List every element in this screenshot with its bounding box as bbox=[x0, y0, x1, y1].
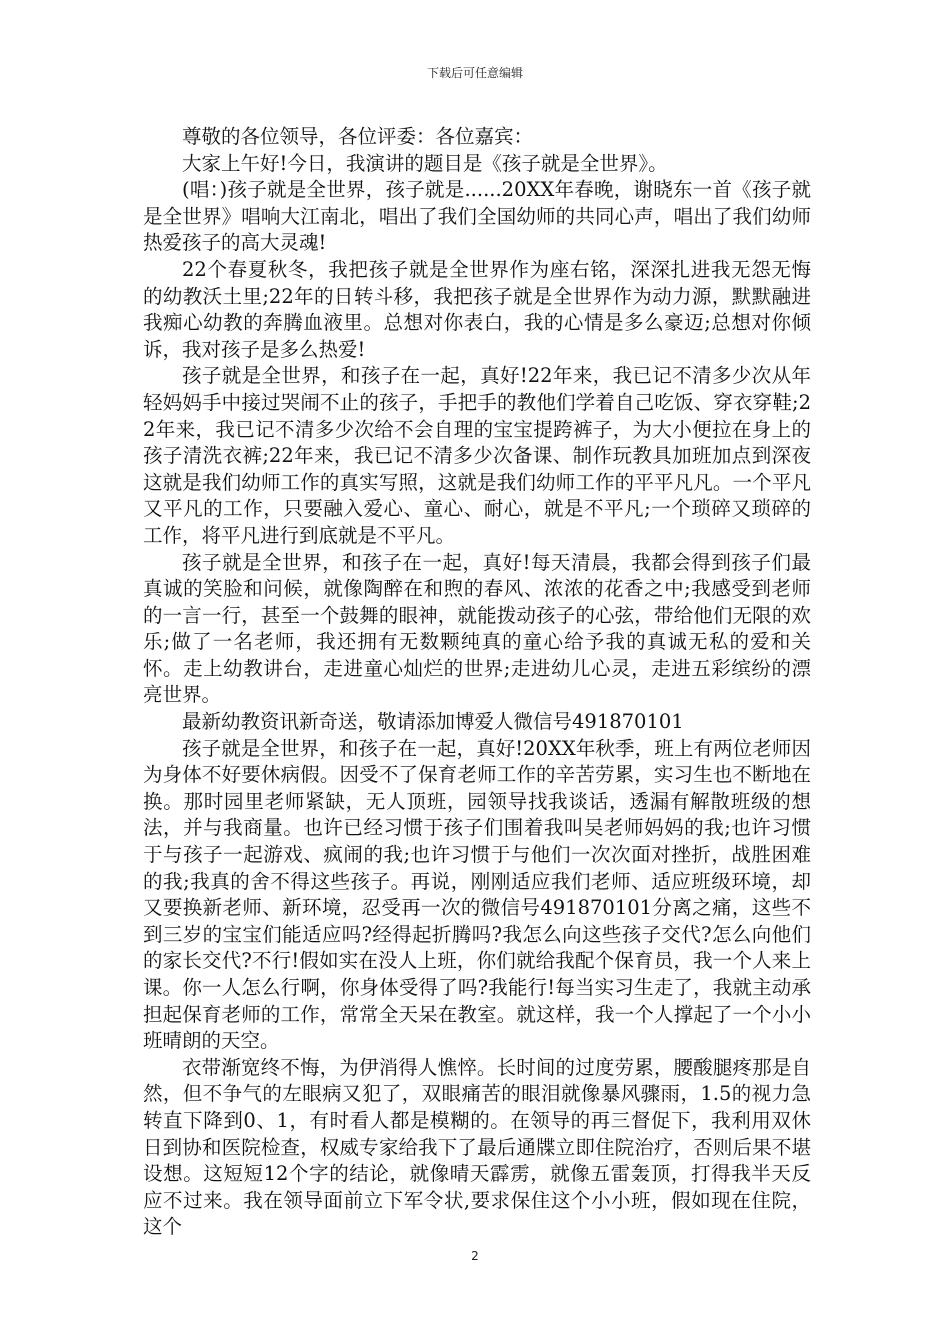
paragraph-salutation: 尊敬的各位领导，各位评委：各位嘉宾： bbox=[182, 125, 534, 148]
paragraph-song-intro: (唱：)孩子就是全世界，孩子就是......20XX年春晚，谢晓东一首《孩子就是全世界》唱响大江南北，唱出了我们全国幼师的共同心声，唱出了我们幼师热爱孩子的高大灵魂! bbox=[143, 178, 811, 255]
paragraph-autumn-story: 孩子就是全世界，和孩子在一起，真好!20XX年秋季，班上有两位老师因为身体不好要休病假。因受不了保育老师工作的辛苦劳累，实习生也不断地在换。那时园里老师紧缺，无人顶班，园领导找我谈话，透漏有解散班级的想法，并与我商量。也许已经习惯于孩子们围着我叫吴老师妈妈的我;也许习惯于与孩子一起游戏、疯闹的我;也许习惯于与他们一次次面对挫折，战胜困难的我;我真的舍不得这些孩子。再说，刚刚适应我们老师、适应班级环境，却又要换新老师、新环境，忍受再一次的微信号491870101分离之痛，这些不到三岁的宝宝们能适应吗?经得起折腾吗?我怎么向这些孩子交代?怎么向他们的家长交代?不行!假如实在没人上班，你们就给我配个保育员，我一个人来上课。你一人怎么行啊，你身体受得了吗?我能行!每当实习生走了，我就主动承担起保育老师的工作，常常全天呆在教室。就这样，我一个人撑起了一个小小班晴朗的天空。 bbox=[143, 736, 811, 1053]
paragraph-wechat-notice: 最新幼教资讯新奇送，敬请添加博爱人微信号491870101 bbox=[182, 710, 684, 734]
paragraph-22-years: 22个春夏秋冬，我把孩子就是全世界作为座右铭，深深扎进我无怨无悔的幼教沃土里;22年的日转斗移，我把孩子就是全世界作为动力源，默默融进我痴心幼教的奔腾血液里。总想对你表白，我的心情是多么豪迈;总想对你倾诉，我对孩子是多么热爱! bbox=[143, 257, 811, 361]
paragraph-every-morning: 孩子就是全世界，和孩子在一起，真好!每天清晨，我都会得到孩子们最真诚的笑脸和问候，就像陶醉在和煦的春风、浓浓的花香之中;我感受到老师的一言一行，甚至一个鼓舞的眼神，就能拨动孩子的心弦，带给他们无限的欢乐;做了一名老师，我还拥有无数颗纯真的童心给予我的真诚无私的爱和关怀。走上幼教讲台，走进童心灿烂的世界;走进幼儿心灵，走进五彩缤纷的漂亮世界。 bbox=[143, 550, 811, 707]
paragraph-daily-work: 孩子就是全世界，和孩子在一起，真好!22年来，我已记不清多少次从年轻妈妈手中接过哭闹不止的孩子，手把手的教他们学着自己吃饭、穿衣穿鞋;22年来，我已记不清多少次给不会自理的宝宝提跨裤子，为大小便拉在身上的孩子清洗衣裤;22年来，我已记不清多少次备课、制作玩教具加班加点到深夜这就是我们幼师工作的真实写照，这就是我们幼师工作的平平凡凡。一个平凡又平凡的工作，只要融入爱心、童心、耐心，就是不平凡;一个琐碎又琐碎的工作，将平凡进行到底就是不平凡。 bbox=[143, 364, 811, 547]
document-body bbox=[143, 124, 811, 1241]
page-header: 下载后可任意编辑 bbox=[426, 66, 523, 80]
page-number: 2 bbox=[471, 1249, 479, 1263]
paragraph-illness: 衣带渐宽终不悔，为伊消得人憔悴。长时间的过度劳累，腰酸腿疼那是自然，但不争气的左眼病又犯了，双眼痛苦的眼泪就像暴风骤雨，1.5的视力急转直下降到0、1，有时看人都是模糊的。在领导的再三督促下，我利用双休日到协和医院检查，权威专家给我下了最后通牒立即住院治疗，否则后果不堪设想。这短短12个字的结论，就像晴天霹雳，就像五雷轰顶，打得我半天反应不过来。我在领导面前立下军令状,要求保住这个小小班，假如现在住院，这个 bbox=[143, 1055, 811, 1239]
paragraph-greeting: 大家上午好!今日，我演讲的题目是《孩子就是全世界》。 bbox=[182, 151, 668, 175]
